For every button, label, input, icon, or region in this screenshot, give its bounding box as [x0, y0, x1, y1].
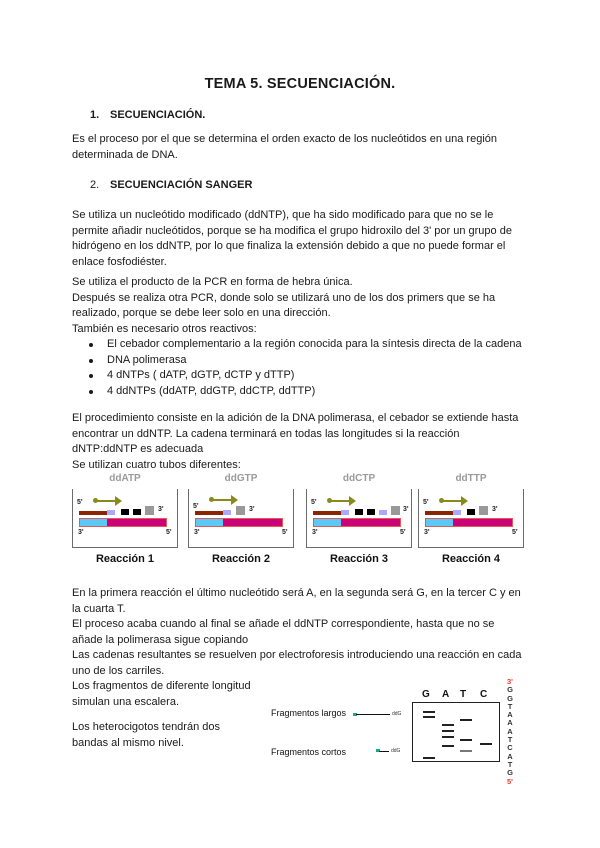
paragraph-pcr: Se utiliza el producto de la PCR en forma de hebra única. Después se realiza otra PCR, donde solo se utilizará uno de los dos primers que se ha realizado, porque se debe leer solo en una dirección. También es necesario otros reactivos:	[72, 276, 496, 335]
sequence-readout: 3' G G T A A A T C A T G 5'	[507, 677, 513, 786]
extension-arrow-icon	[441, 500, 463, 502]
reaction-panel-2: ddGTP 5' 3' 3' 5' Reacción 2	[188, 473, 294, 573]
extension-arrow-icon	[95, 500, 117, 502]
reaction-panel-1: ddATP 5' 3' 3' 5' Reacción 1	[72, 473, 178, 573]
list-item: 4 ddNTPs (ddATP, ddGTP, ddCTP, ddTTP)	[86, 384, 522, 400]
paragraph-ladder: Los fragmentos de diferente longitud simulan una escalera.	[72, 680, 251, 708]
reaction-panel-3: ddCTP 5' 3' 3' 5' Reacción 3	[306, 473, 412, 573]
gel-box	[412, 702, 500, 762]
list-item: El cebador complementario a la región conocida para la síntesis directa de la cadena	[86, 337, 522, 353]
reaction-panel-4: ddTTP 5' 3' 3' 5' Reacción 4	[418, 473, 524, 573]
paragraph-ddntp: Se utiliza un nucleótido modificado (ddNTP), que ha sido modificado para que no se le permite añadir nucleótidos, porque se ha modifica el grupo hidroxilo del 3' por un grupo de hidrógeno en los ddNTP, por lo que finaliza la extensión debido a que no puede formar el enlace fosfodiéster.	[72, 209, 512, 268]
section-heading-1: 1. SECUENCIACIÓN.	[90, 109, 206, 121]
paragraph-definition: Es el proceso por el que se determina el orden exacto de los nucleótidos en una región determinada de DNA.	[72, 133, 497, 161]
paragraph-heterozygotes: Los heterocigotos tendrán dos bandas al mismo nivel.	[72, 721, 220, 749]
section-heading-2: 2. SECUENCIACIÓN SANGER	[90, 179, 253, 191]
paragraph-results: En la primera reacción el último nucleótido será A, en la segunda será G, en la tercer C y en la cuarta T. El proceso acaba cuando al final se añade el ddNTP correspondiente, hasta que no se añade la polimerasa sigue copiando Las cadenas resultantes se resuelven por electroforesis introduciendo una reacción en cada uno de los carriles.	[72, 587, 522, 677]
extension-arrow-icon	[211, 499, 233, 501]
reagents-list	[86, 337, 522, 399]
list-item: DNA polimerasa	[86, 353, 522, 369]
electrophoresis-gel-figure: Fragmentos largos ddG Fragmentos cortos ddG G A T C 3' G G T A A A T C A T G 5'	[266, 672, 526, 784]
sanger-reactions-figure	[72, 473, 532, 573]
page-title: TEMA 5. SECUENCIACIÓN.	[204, 76, 396, 92]
extension-arrow-icon	[329, 500, 351, 502]
list-item: 4 dNTPs ( dATP, dGTP, dCTP y dTTP)	[86, 368, 522, 384]
paragraph-procedure: El procedimiento consiste en la adición de la DNA polimerasa, el cebador se extiende hasta encontrar un ddNTP. La cadena terminará en todas las longitudes si la reacción dNTP:ddNTP es adecuada Se utilizan cuatro tubos diferentes:	[72, 412, 519, 471]
